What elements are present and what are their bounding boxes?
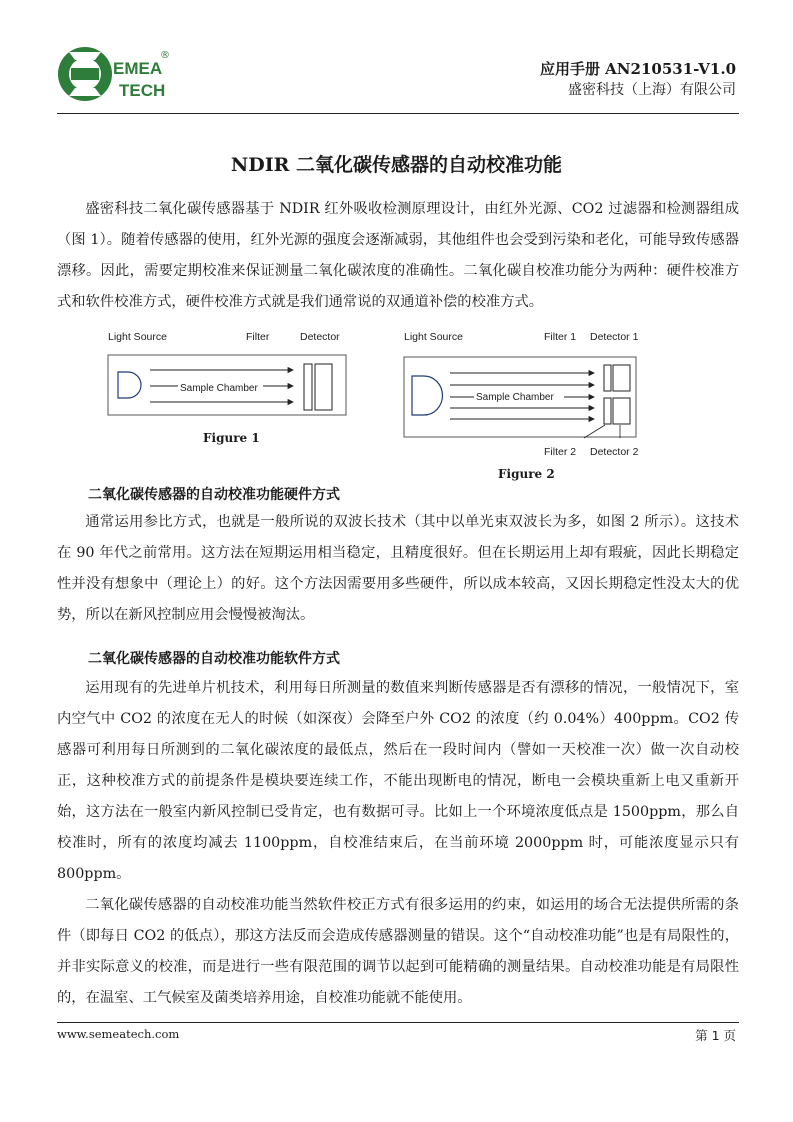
intro-paragraph [57,194,739,318]
fig2-filter2-label: Filter 2 [544,446,577,458]
company-logo [55,38,180,110]
fig2-filter1-label: Filter 1 [544,331,577,343]
fig1-filter-label: Filter [246,331,270,343]
figure-1-caption: Figure 1 [203,431,260,445]
intro-text: 盛密科技二氧化碳传感器基于 NDIR 红外吸收检测原理设计，由红外光源、CO2 过滤器和检测器组成（图 1）。随着传感器的使用，红外光源的强度会逐渐减弱，其他组件也会受到污染和老化，可能导致传感器漂移。因此，需要定期校准来保证测量二氧化碳浓度的准确性。二氧化碳自校准功能分为两种：硬件校准方式和软件校准方式，硬件校准方式就是我们通常说的双通道补偿的校准方式。 [57,201,739,310]
software-paragraph-2 [57,890,739,1014]
manual-label: 应用手册 AN210531-V1.0 [539,60,736,78]
fig2-detector2-label: Detector 2 [590,446,639,458]
fig2-detector1-label: Detector 1 [590,331,639,343]
company-name: 盛密科技（上海）有限公司 [568,82,736,98]
logo-text-top: EMEA [113,59,163,78]
fig1-detector-label: Detector [300,331,340,343]
header-divider [57,113,739,114]
fig1-light-source-label: Light Source [108,331,167,343]
software-text-2: 二氧化碳传感器的自动校准功能当然软件校正方式有很多运用的约束，如运用的场合无法提供所需的条件（即每日 CO2 的低点），那这方法反而会造成传感器测量的错误。这个“自动校准功能”也是有局限性的，并非实际意义的校准，而是进行一些有限范围的调节以起到可能精确的测量结果。自动校准功能是有局限性的，在温室、工气候室及菌类培养用途，自校准功能就不能使用。 [57,897,739,1006]
footer-website: www.semeatech.com [57,1027,180,1041]
page-title: NDIR 二氧化碳传感器的自动校准功能 [230,154,563,176]
figure-2-caption: Figure 2 [498,467,555,481]
logo-text-bottom: TECH [119,81,166,100]
software-text-1: 运用现有的先进单片机技术，利用每日所测量的数值来判断传感器是否有漂移的情况，一般情况下，室内空气中 CO2 的浓度在无人的时候（如深夜）会降至户外 CO2 的浓度（约 0.04%）400ppm。CO2 传感器可利用每日所测到的二氧化碳浓度的最低点，然后在一段时间内（譬如一天校准一次）做一次自动校正，这种校准方式的前提条件是模块要连续工作，不能出现断电的情况，断电一会模块重新上电又重新开始，这方法在一般室内新风控制已受肯定，也有数据可寻。比如上一个环境浓度低点是 1500ppm，那么自校准时，所有的浓度均减去 1100ppm，自校准结束后，在当前环境 2000ppm 时，可能浓度显示只有 800ppm。 [57,680,739,882]
hardware-text: 通常运用参比方式，也就是一般所说的双波长技术（其中以单光束双波长为多，如图 2 所示）。这技术在 90 年代之前常用。这方法在短期运用相当稳定，且精度很好。但在长期运用上却有瑕疵，因此长期稳定性并没有想象中（理论上）的好。这个方法因需要用多些硬件，所以成本较高，又因长期稳定性没太大的优势，所以在新风控制应用会慢慢被淘汰。 [57,514,739,623]
software-paragraph-1 [57,673,739,890]
section-heading-hardware: 二氧化碳传感器的自动校准功能硬件方式 [88,487,340,503]
figure-2 [398,328,648,463]
footer-page-number: 第 1 页 [695,1028,736,1043]
fig2-light-source-label: Light Source [404,331,463,343]
section-heading-software: 二氧化碳传感器的自动校准功能软件方式 [88,651,340,667]
footer-divider [57,1022,739,1023]
hardware-paragraph [57,507,739,631]
registered-mark: ® [160,50,170,61]
fig1-chamber-label: Sample Chamber [180,383,258,394]
fig2-chamber-label: Sample Chamber [476,392,554,403]
